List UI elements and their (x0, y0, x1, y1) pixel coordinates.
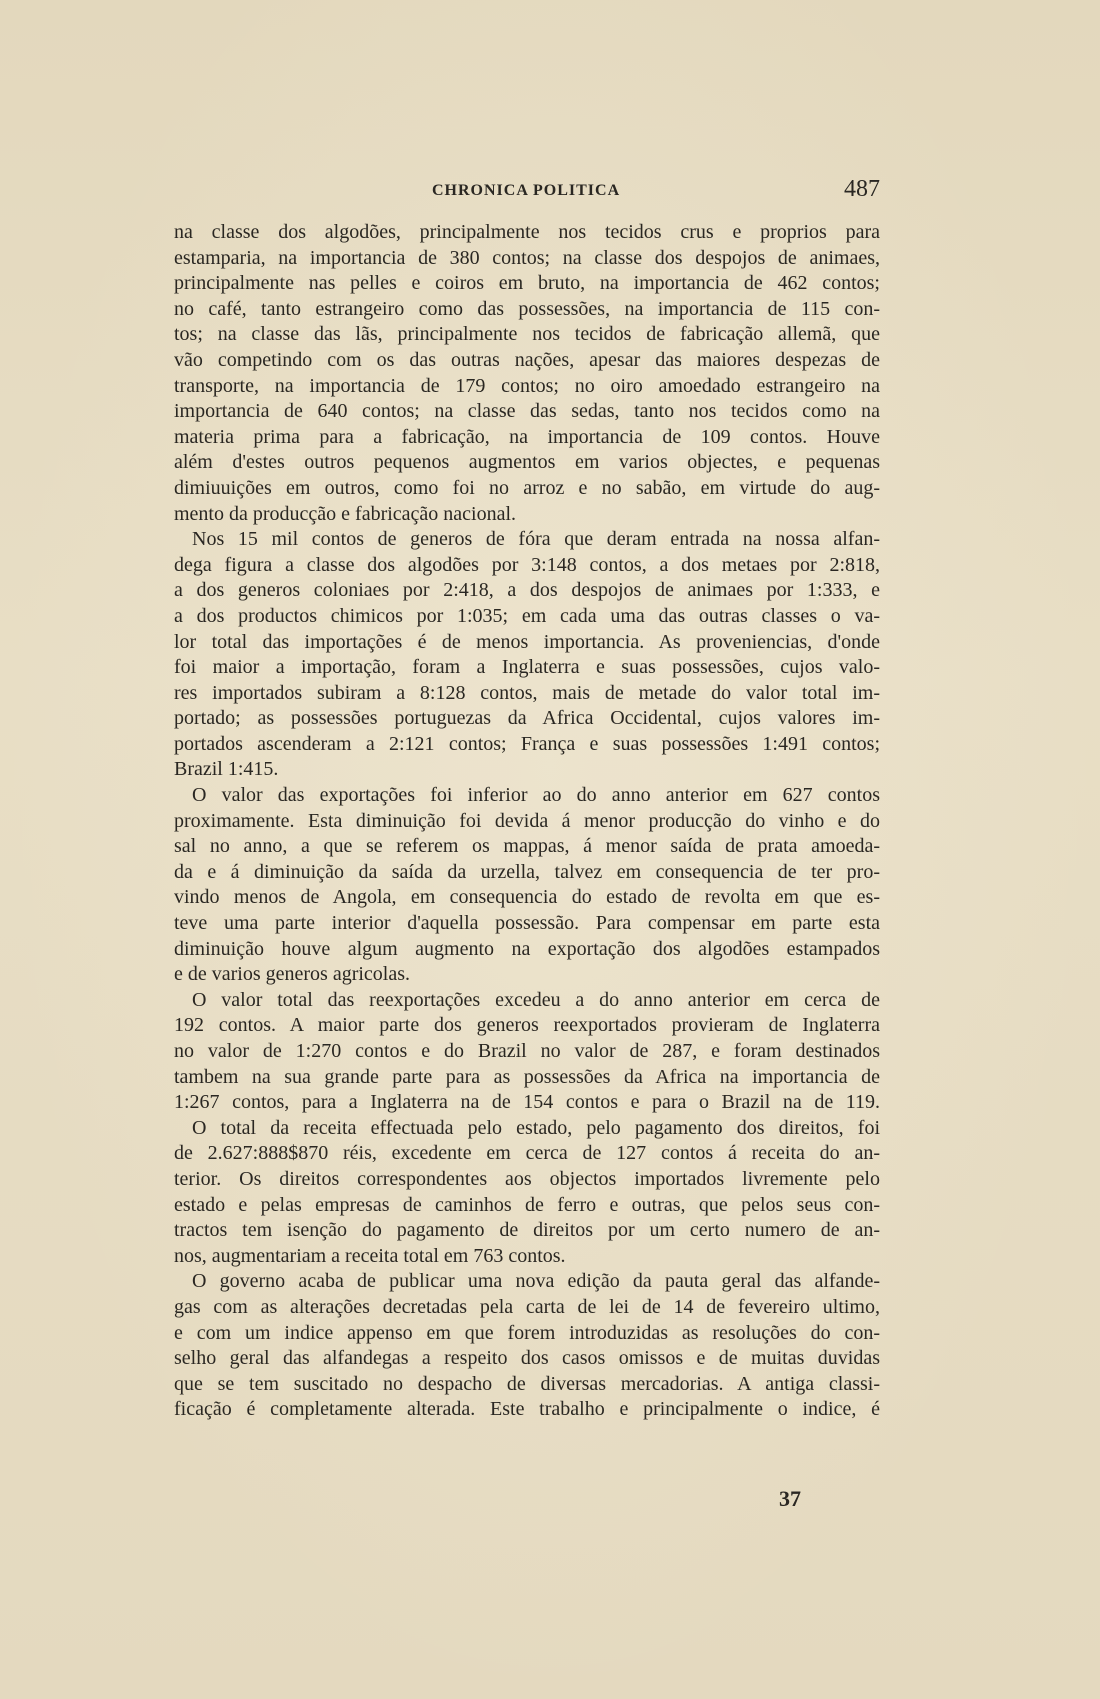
text-line: ficação é completamente alterada. Este trabalho e principalmente o indice, é (174, 1398, 880, 1421)
running-title: CHRONICA POLITICA (432, 182, 621, 199)
text-line: Brazil 1:415. (174, 758, 279, 781)
paragraph-start-line: O valor total das reexportações excedeu a do anno anterior em cerca de (192, 988, 880, 1011)
text-line: foi maior a importação, foram a Inglaterra e suas possessões, cujos valo- (174, 656, 880, 679)
text-line: de 2.627:888$870 réis, excedente em cerca de 127 contos á receita do an- (174, 1142, 880, 1165)
body-text (174, 220, 880, 1480)
paragraph-start-line: Nos 15 mil contos de generos de fóra que deram entrada na nossa alfan- (192, 528, 880, 551)
text-line: dimiuuições em outros, como foi no arroz e no sabão, em virtude do aug- (174, 476, 880, 499)
paragraph-start-line: O valor das exportações foi inferior ao do anno anterior em 627 contos (192, 784, 880, 807)
text-line: res importados subiram a 8:128 contos, mais de metade do valor total im- (174, 681, 880, 704)
text-line: estado e pelas empresas de caminhos de ferro e outras, que pelos seus con- (174, 1193, 880, 1216)
text-line: terior. Os direitos correspondentes aos objectos importados livremente pelo (174, 1167, 880, 1190)
text-line: gas com as alterações decretadas pela carta de lei de 14 de fevereiro ultimo, (174, 1295, 880, 1318)
text-line: diminuição houve algum augmento na exportação dos algodões estampados (174, 937, 880, 960)
text-line: mento da producção e fabricação nacional. (174, 502, 517, 525)
running-head (174, 176, 880, 206)
text-line: importancia de 640 contos; na classe das sedas, tanto nos tecidos como na (174, 400, 880, 423)
text-line: e de varios generos agricolas. (174, 963, 411, 986)
paragraph-start-line: O governo acaba de publicar uma nova edição da pauta geral das alfande- (192, 1270, 880, 1293)
text-line: tambem na sua grande parte para as possessões da Africa na importancia de (174, 1065, 880, 1088)
paragraph-start-line: O total da receita effectuada pelo estado, pelo pagamento dos direitos, foi (192, 1116, 880, 1139)
text-line: nos, augmentariam a receita total em 763 contos. (174, 1244, 566, 1267)
text-line: transporte, na importancia de 179 contos; no oiro amoedado estrangeiro na (174, 374, 880, 397)
text-line: a dos generos coloniaes por 2:418, a dos despojos de animaes por 1:333, e (174, 579, 880, 602)
text-line: vão competindo com os das outras nações, apesar das maiores despezas de (174, 348, 880, 371)
text-line: materia prima para a fabricação, na importancia de 109 contos. Houve (174, 425, 880, 448)
text-line: proximamente. Esta diminuição foi devida á menor producção do vinho e do (174, 809, 880, 832)
text-line: 1:267 contos, para a Inglaterra na de 154 contos e para o Brazil na de 119. (174, 1091, 880, 1114)
text-line: vindo menos de Angola, em consequencia do estado de revolta em que es- (174, 886, 880, 909)
text-line (174, 1423, 880, 1449)
text-line: sal no anno, a que se referem os mappas, á menor saída de prata amoeda- (174, 835, 880, 858)
page-number: 487 (844, 176, 880, 202)
text-line: e com um indice appenso em que forem introduzidas as resoluções do con- (174, 1321, 880, 1344)
text-line: a dos productos chimicos por 1:035; em cada uma das outras classes o va- (174, 604, 880, 627)
text-line: lor total das importações é de menos importancia. As proveniencias, d'onde (174, 630, 880, 653)
text-line: da e á diminuição da saída da urzella, talvez em consequencia de ter pro- (174, 860, 880, 883)
text-line: dega figura a classe dos algodões por 3:148 contos, a dos metaes por 2:818, (174, 553, 880, 576)
text-line: na classe dos algodões, principalmente nos tecidos crus e proprios para (174, 221, 880, 243)
text-line: além d'estes outros pequenos augmentos em varios objectes, e pequenas (174, 451, 880, 474)
text-line: estamparia, na importancia de 380 contos; na classe dos despojos de animaes, (174, 246, 880, 269)
text-line: tractos tem isenção do pagamento de direitos por um certo numero de an- (174, 1219, 880, 1242)
text-line: selho geral das alfandegas a respeito dos casos omissos e de muitas duvidas (174, 1347, 880, 1370)
text-line: portado; as possessões portuguezas da Africa Occidental, cujos valores im- (174, 707, 880, 730)
text-line: principalmente nas pelles e coiros em bruto, na importancia de 462 contos; (174, 272, 880, 295)
text-line: teve uma parte interior d'aquella possessão. Para compensar em parte esta (174, 912, 880, 935)
text-line: que se tem suscitado no despacho de diversas mercadorias. A antiga classi- (174, 1372, 880, 1395)
signature-mark: 37 (779, 1486, 801, 1511)
text-line: tos; na classe das lãs, principalmente nos tecidos de fabricação allemã, que (174, 323, 880, 346)
text-line: portados ascenderam a 2:121 contos; França e suas possessões 1:491 contos; (174, 732, 880, 755)
text-line: no valor de 1:270 contos e do Brazil no valor de 287, e foram destinados (174, 1040, 880, 1062)
text-line: 192 contos. A maior parte dos generos reexportados provieram de Inglaterra (174, 1014, 880, 1037)
text-line: no café, tanto estrangeiro como das possessões, na importancia de 115 con- (174, 297, 880, 320)
